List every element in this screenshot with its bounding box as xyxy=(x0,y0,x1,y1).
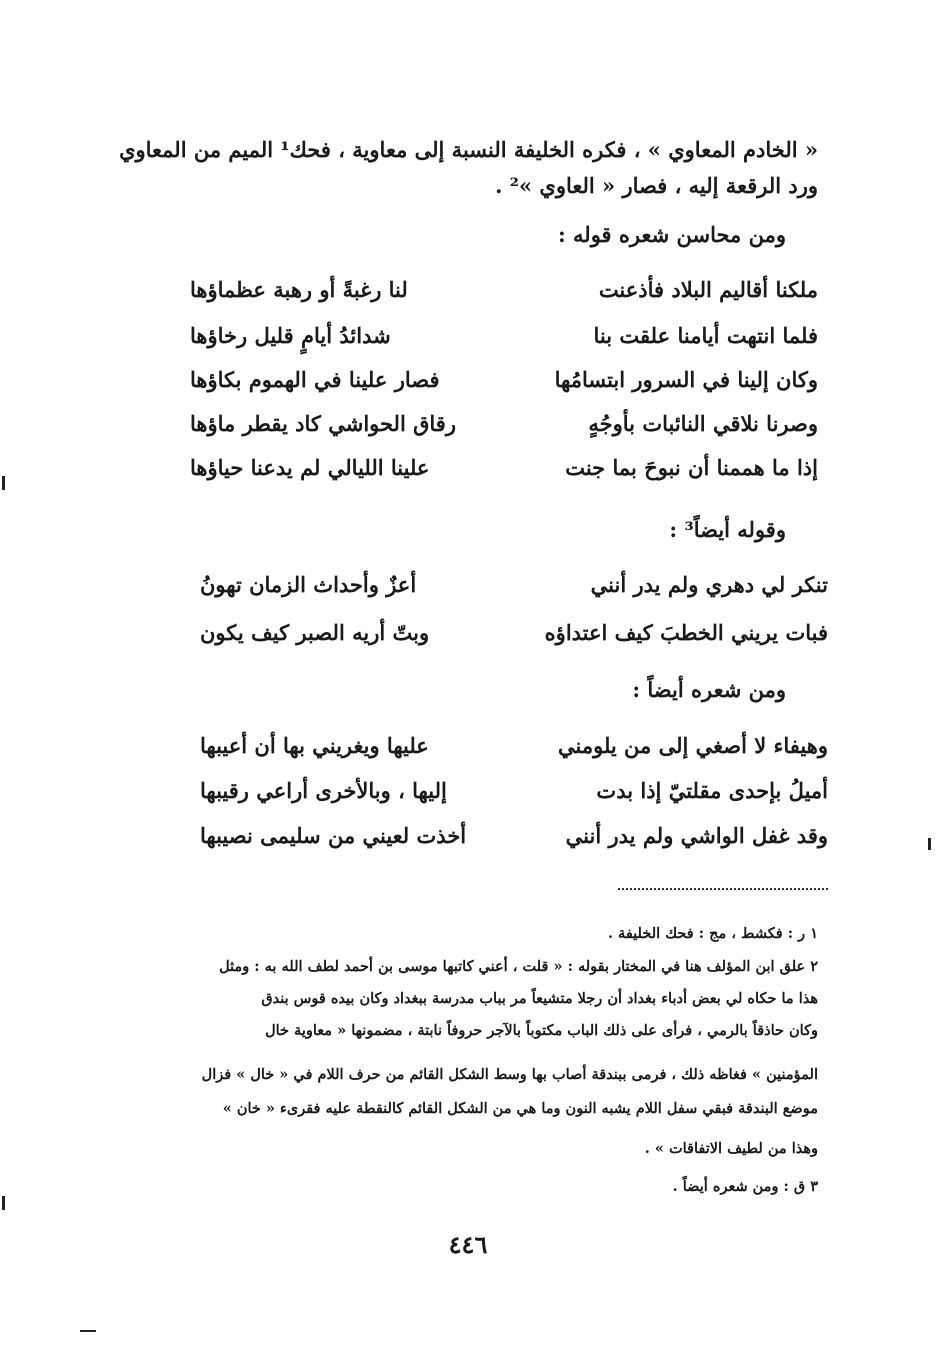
verse-second-hemistich: لنا رغبةً أو رهبة عظماؤها xyxy=(190,277,408,302)
verse-first-hemistich: فلما انتهت أيامنا علقت بنا xyxy=(593,323,818,348)
intro-poem-2: وقوله أيضاً³ : xyxy=(669,517,786,542)
verse-second-hemistich: شدائدُ أيامٍ قليل رخاؤها xyxy=(190,323,391,348)
footnote-2-line: موضع البندقة فبقي سفل اللام يشبه النون وما هي من الشكل القائم كالنقطة عليه فقرىء « خان » xyxy=(222,1100,818,1117)
verse-second-hemistich: فصار علينا في الهموم بكاؤها xyxy=(190,367,440,392)
verse-second-hemistich: إليها ، وبالأخرى أراعي رقيبها xyxy=(200,778,447,803)
verse-first-hemistich: إذا ما هممنا أن نبوحَ بما جنت xyxy=(565,455,818,480)
footnote-2-line: وكان حاذقاً بالرمي ، فرأى على ذلك الباب مكتوباً بالآجر حروفاً نابتة ، مضمونها « معاوية خال xyxy=(265,1022,818,1039)
verse-second-hemistich: أخذت لعيني من سليمى نصيبها xyxy=(200,823,467,848)
prose-line-1: « الخادم المعاوي » ، فكره الخليفة النسبة إلى معاوية ، فحك¹ الميم من المعاوي xyxy=(119,137,818,162)
verse xyxy=(160,572,828,612)
prose-line-2: ورد الرقعة إليه ، فصار « العاوي »² . xyxy=(495,173,818,198)
verse-first-hemistich: وكان إلينا في السرور ابتسامُها xyxy=(554,367,818,392)
verse-second-hemistich: عليها ويغريني بها أن أعيبها xyxy=(200,733,429,758)
intro-poem-3: ومن شعره أيضاً : xyxy=(632,677,786,702)
verse-first-hemistich: فبات يريني الخطبَ كيف اعتداؤه xyxy=(544,620,828,645)
verse-second-hemistich: وبتّ أريه الصبر كيف يكون xyxy=(200,620,430,645)
scan-mark xyxy=(2,1196,5,1210)
footnote-1: ١ ر : فكشط ، مج : فحك الخليفة . xyxy=(607,925,818,942)
verse-second-hemistich: علينا الليالي لم يدعنا حياؤها xyxy=(190,455,430,480)
verse-second-hemistich: رقاق الحواشي كاد يقطر ماؤها xyxy=(190,411,456,436)
page-number: ٤٤٦ xyxy=(448,1230,488,1259)
intro-poem-1: ومن محاسن شعره قوله : xyxy=(557,222,786,247)
scan-mark xyxy=(80,1330,96,1332)
verse xyxy=(150,455,818,495)
footnote-3: ٣ ق : ومن شعره أيضاً . xyxy=(672,1178,818,1195)
verse xyxy=(160,620,828,660)
verse-second-hemistich: أعزٌ وأحداث الزمان تهونُ xyxy=(200,572,417,597)
verse xyxy=(150,411,818,451)
verse xyxy=(160,823,828,863)
verse xyxy=(160,778,828,818)
verse xyxy=(150,367,818,407)
verse xyxy=(150,323,818,363)
footnote-2-line: وهذا من لطيف الاتفاقات » . xyxy=(644,1140,818,1157)
verse-first-hemistich: ملكنا أقاليم البلاد فأذعنت xyxy=(598,277,818,302)
footnote-2-line: ٢ علق ابن المؤلف هنا في المختار بقوله : « قلت ، أعني كاتبها موسى بن أحمد لطف الله به : ومثل xyxy=(219,958,818,975)
footnote-2-line: هذا ما حكاه لي بعض أدباء بغداد أن رجلا متشيعاً مر بباب مدرسة ببغداد وكان بيده قوس بندق xyxy=(261,990,818,1007)
verse xyxy=(150,277,818,317)
scan-mark xyxy=(928,838,931,850)
verse-first-hemistich: وقد غفل الواشي ولم يدر أنني xyxy=(565,823,828,848)
verse-first-hemistich: وهيفاء لا أصغي إلى من يلومني xyxy=(558,733,828,758)
footnote-2-line: المؤمنين » فغاظه ذلك ، فرمى ببندقة أصاب بها وسط الشكل القائم من حرف اللام في « خال » فزال xyxy=(201,1066,818,1083)
verse-first-hemistich: وصرنا نلاقي النائبات بأوجُهٍ xyxy=(588,411,818,436)
scan-mark xyxy=(2,476,5,490)
verse xyxy=(160,733,828,773)
verse-first-hemistich: أميلُ بإحدى مقلتيّ إذا بدت xyxy=(596,778,828,803)
footnote-separator xyxy=(618,888,828,890)
verse-first-hemistich: تنكر لي دهري ولم يدر أنني xyxy=(590,572,828,597)
